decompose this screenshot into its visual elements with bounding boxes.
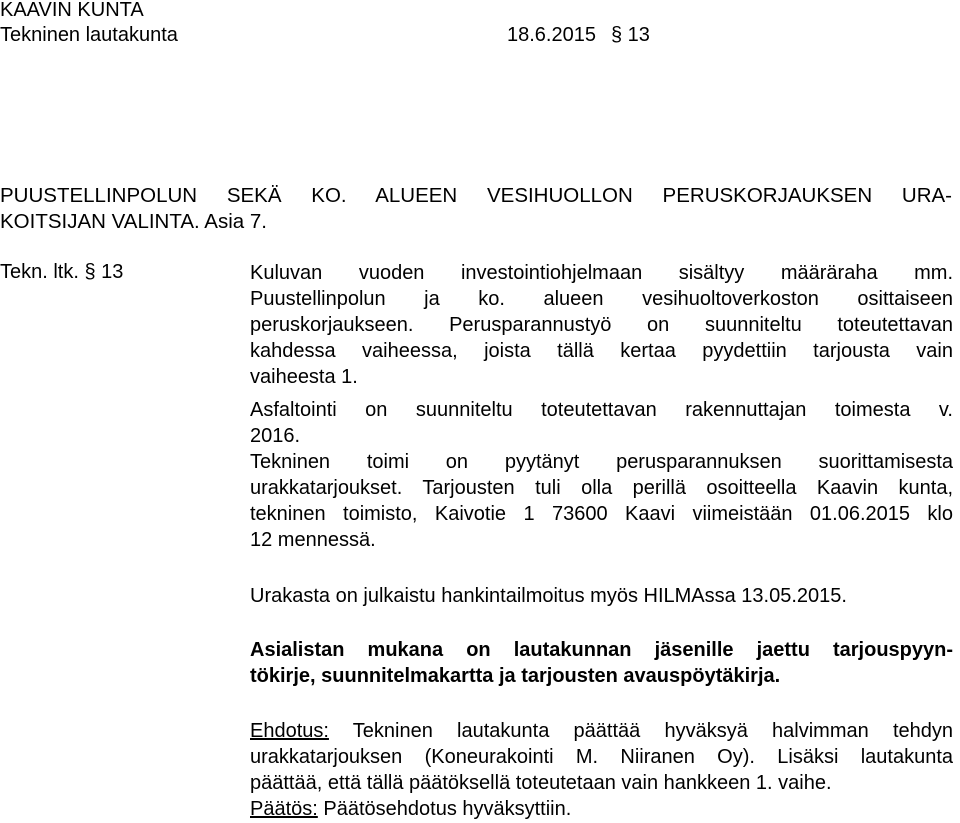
paragraph-line: tekninen toimisto, Kaivotie 1 73600 Kaavi viimeistään 01.06.2015 klo xyxy=(250,503,953,525)
decision-label: Päätös: xyxy=(250,798,318,820)
decision-line xyxy=(250,796,953,822)
meeting-date: 18.6.2015 xyxy=(507,24,596,46)
proposal-text: Tekninen lautakunta päättää hyväksyä halvimman tehdyn xyxy=(328,720,953,742)
proposal-line: urakkatarjouksen (Koneurakointi M. Niiranen Oy). Lisäksi lautakunta xyxy=(250,746,953,768)
paragraph-line: urakkatarjoukset. Tarjousten tuli olla perillä osoitteella Kaavin kunta, xyxy=(250,477,953,499)
paragraph-announcement xyxy=(250,583,953,609)
paragraph-line: 12 mennessä. xyxy=(250,529,376,551)
paragraph-line: Tekninen toimi on pyytänyt perusparannuksen suorittamisesta xyxy=(250,451,953,473)
decision-text: Päätösehdotus hyväksyttiin. xyxy=(317,798,572,820)
paragraph-line: kahdessa vaiheessa, joista tällä kertaa pyydettiin tarjousta vain xyxy=(250,340,953,362)
proposal-line xyxy=(250,718,953,744)
title-line-1: PUUSTELLINPOLUN SEKÄ KO. ALUEEN VESIHUOLLON PERUSKORJAUKSEN URA- xyxy=(0,184,952,207)
section-number: § 13 xyxy=(611,24,650,46)
paragraph-budget xyxy=(250,260,953,390)
paragraph-line: Urakasta on julkaistu hankintailmoitus myös HILMAssa 13.05.2015. xyxy=(250,585,847,607)
reference-label: Tekn. ltk. § 13 xyxy=(0,261,124,283)
paragraph-line: Puustellinpolun ja ko. alueen vesihuoltoverkoston osittaiseen xyxy=(250,288,953,310)
paragraph-asphalt xyxy=(250,397,953,449)
board-name: Tekninen lautakunta xyxy=(0,24,178,46)
proposal-section xyxy=(250,718,953,822)
title-line-2: KOITSIJAN VALINTA. Asia 7. xyxy=(0,210,267,233)
paragraph-line: Asfaltointi on suunniteltu toteutettavan rakennuttajan toimesta v. xyxy=(250,399,953,421)
paragraph-tenders xyxy=(250,449,953,553)
proposal-label: Ehdotus: xyxy=(250,720,329,742)
paragraph-line: tökirje, suunnitelmakartta ja tarjousten avauspöytäkirja. xyxy=(250,665,781,687)
paragraph-line: peruskorjaukseen. Perusparannustyö on suunniteltu toteutettavan xyxy=(250,314,953,336)
paragraph-line: vaiheesta 1. xyxy=(250,366,358,388)
paragraph-attachments xyxy=(250,637,953,689)
paragraph-line: 2016. xyxy=(250,425,301,447)
paragraph-line: Kuluvan vuoden investointiohjelmaan sisältyy määräraha mm. xyxy=(250,262,953,284)
document-title xyxy=(0,183,952,235)
paragraph-line: Asialistan mukana on lautakunnan jäsenille jaettu tarjouspyyn- xyxy=(250,639,953,661)
organization-name: KAAVIN KUNTA xyxy=(0,0,144,21)
proposal-line: päättää, että tällä päätöksellä toteutetaan vain hankkeen 1. vaihe. xyxy=(250,772,832,794)
